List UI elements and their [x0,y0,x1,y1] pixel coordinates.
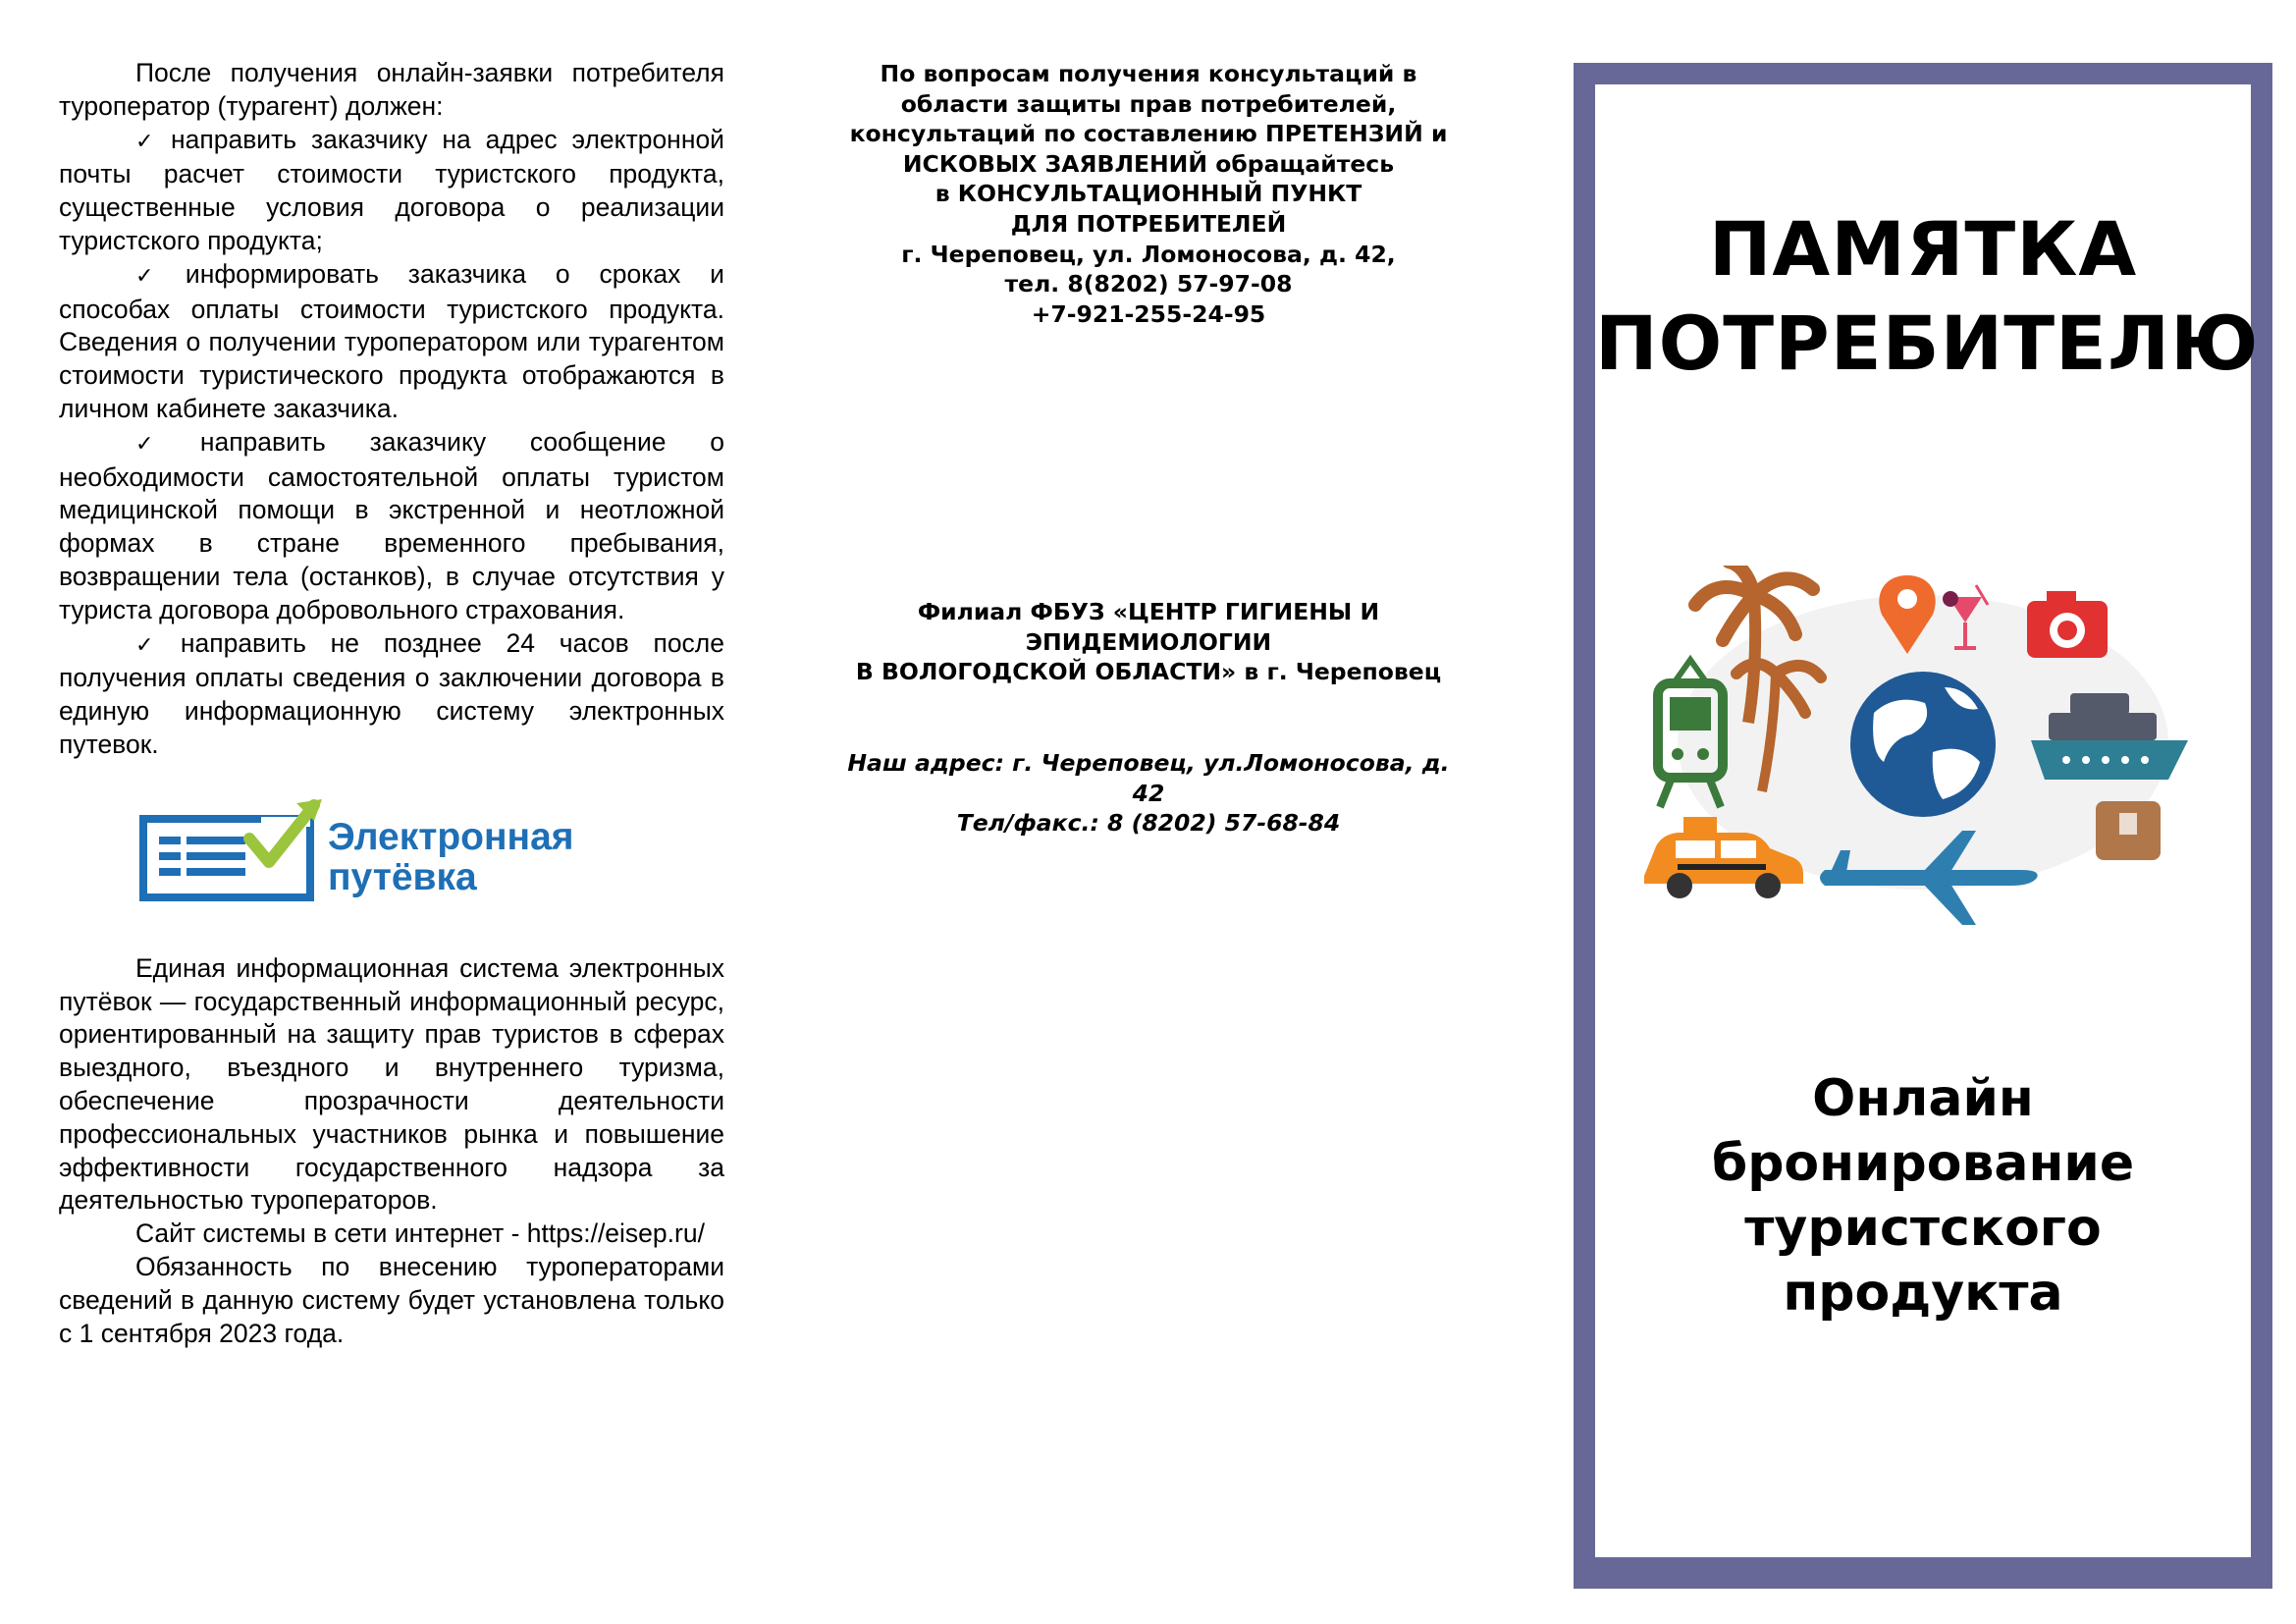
cover-subtitle-line: туристского [1744,1199,2102,1258]
branch-line: В ВОЛОГОДСКОЙ ОБЛАСТИ» в г. Череповец [855,658,1442,686]
logo-text-line2: путёвка [328,855,477,898]
logo-text [328,817,574,897]
electronic-voucher-logo [139,797,724,915]
cover-panel [1595,84,2260,1557]
cover-title [1595,202,2260,391]
address-line: Тел/факс.: 8 (8202) 57-68-84 [956,809,1341,838]
address-line: Наш адрес: г. Череповец, ул.Ломоносова, д. [847,749,1450,777]
list-item-text: направить не позднее 24 часов после получения оплаты сведения о заключении договора в единую информационную систему электронных путевок. [59,627,725,759]
consult-line: тел. 8(8202) 57-97-08 [1004,270,1293,298]
checkmark-icon: ✓ [135,263,176,289]
eisep-obligation: Обязанность по внесению туроператорами сведений в данную систему будет установлена только с 1 сентября 2023 года. [59,1251,724,1348]
consult-line: г. Череповец, ул. Ломоносова, д. 42, [901,240,1396,268]
cover-title-line2: ПОТРЕБИТЕЛЮ [1595,299,2260,387]
checkmark-icon: ✓ [135,431,190,457]
travel-illustration [1638,566,2227,939]
consult-line: +7-921-255-24-95 [1031,299,1266,328]
consult-line: ДЛЯ ПОТРЕБИТЕЛЕЙ [1010,209,1287,238]
cover-subtitle-line: продукта [1783,1264,2063,1323]
cover-subtitle [1595,1066,2251,1326]
consult-line: консультаций по составлению ПРЕТЕНЗИЙ и [849,120,1448,148]
list-item [59,426,724,627]
branch-block [805,597,1492,687]
checkmark-icon: ✓ [135,632,171,658]
left-column [59,57,724,1350]
cover-title-line1: ПАМЯТКА [1708,205,2138,293]
consult-line: По вопросам получения консультаций в [880,60,1417,87]
branch-line: Филиал ФБУЗ «ЦЕНТР ГИГИЕНЫ И [917,598,1380,625]
list-item-text: информировать заказчика о сроках и способах оплаты стоимости туристского продукта. Сведения о получении туроператором или турагентом стоимости туристического продукта отображаются в личном кабинете заказчика. [59,258,724,423]
voucher-logo-icon [139,797,326,915]
cover-frame [1574,63,2272,1589]
suitcase-icon [2096,801,2161,860]
branch-line: ЭПИДЕМИОЛОГИИ [1025,627,1272,656]
list-item [59,258,724,426]
globe-icon [1850,672,1996,817]
cover-subtitle-line: Онлайн [1812,1069,2034,1128]
consult-line: в КОНСУЛЬТАЦИОННЫЙ ПУНКТ [934,180,1362,208]
consult-line: ИСКОВЫХ ЗАЯВЛЕНИЙ обращайтесь [902,149,1395,178]
list-item-text: направить заказчику на адрес электронной почты расчет стоимости туристского продукта, существенные условия договора о реализации туристского продукта; [59,124,724,255]
checkmark-icon: ✓ [135,129,161,154]
eisep-description: Единая информационная система электронных путёвок — государственный информационный ресурс, ориентированный на защиту прав туристов в сферах выездного, въездного и внутреннего туризма, обеспечение прозрачности деятельности профессиональных участников рынка и повышение эффективности государственного надзора за деятельностью туроператоров. [59,952,724,1216]
address-line: 42 [1132,779,1165,807]
consult-line: области защиты прав потребителей, [900,89,1397,118]
logo-text-line1: Электронная [328,815,574,858]
intro-paragraph: После получения онлайн-заявки потребителя туроператор (турагент) должен: [59,58,724,121]
eisep-site: Сайт системы в сети интернет - https://eisep.ru/ [135,1218,705,1249]
middle-column [805,59,1492,838]
list-item [59,627,724,762]
cover-subtitle-line: бронирование [1711,1134,2135,1193]
address-block [805,748,1492,839]
camera-icon [2027,591,2108,658]
consultation-block [805,59,1492,329]
list-item [59,124,724,258]
list-item-text: направить заказчику сообщение о необходимости самостоятельной оплаты туристом медицинской помощи в экстренной и неотложной формах в стране временного пребывания, возвращении тела (останков), в случае отсутствия у туриста договора добровольного страхования. [59,426,724,624]
